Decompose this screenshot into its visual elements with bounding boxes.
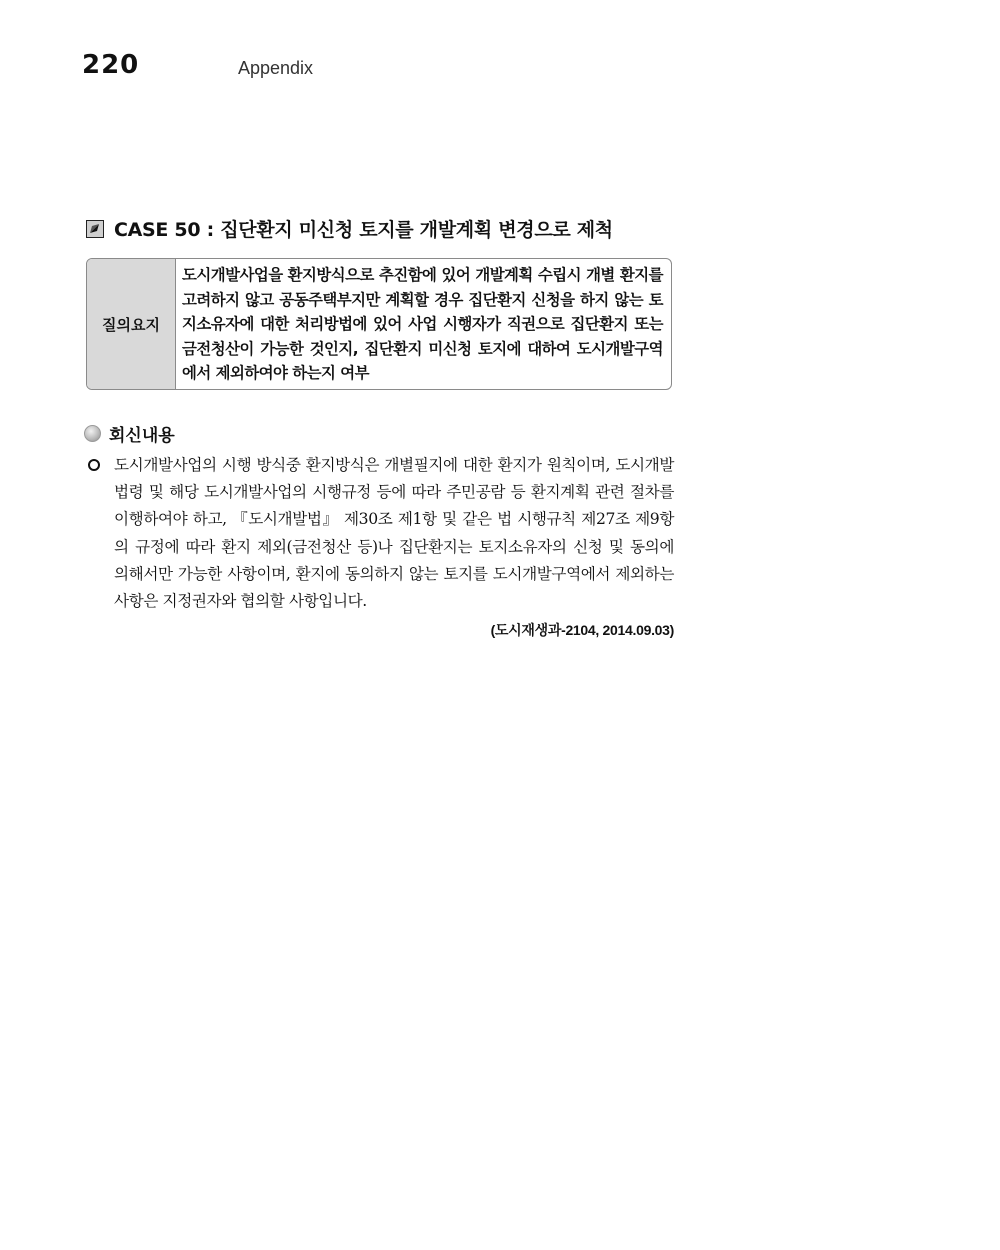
case-title: CASE 50 : 집단환지 미신청 토지를 개발계획 변경으로 제척: [114, 219, 613, 241]
reply-title: 회신내용: [109, 426, 175, 446]
gray-circle-bullet-icon: [84, 425, 101, 442]
reply-heading: [84, 421, 175, 446]
query-text: 도시개발사업을 환지방식으로 추진함에 있어 개발계획 수립시 개별 환지를 고려하지 않고 공동주택부지만 계획할 경우 집단환지 신청을 하지 않는 토지소유자에 대한 처리방법에 있어 사업 시행자가 직권으로 집단환지 또는 금전청산이 가능한 것인지, 집단환지 미신청 토지에 대하여 도시개발구역에서 제외하여야 하는지 여부: [182, 266, 663, 383]
hollow-circle-bullet-icon: [88, 459, 100, 471]
arrow-box-icon: [86, 220, 104, 238]
query-box: [86, 258, 672, 390]
query-label-cell: [87, 259, 176, 389]
answer-text: 도시개발사업의 시행 방식중 환지방식은 개별필지에 대한 환지가 원칙이며, 도시개발법령 및 해당 도시개발사업의 시행규정 등에 따라 주민공람 등 환지계획 관련 절차를 이행하여야 하고, 『도시개발법』 제30조 제1항 및 같은 법 시행규칙 제27조 제9항의 규정에 따라 환지 제외(금전청산 등)나 집단환지는 토지소유자의 신청 및 동의에 의해서만 가능한 사항이며, 환지에 동의하지 않는 토지를 도시개발구역에서 제외하는 사항은 지정권자와 협의할 사항입니다.: [114, 456, 674, 611]
case-heading: [86, 215, 686, 242]
answer-item: [88, 452, 674, 615]
citation: (도시재생과-2104, 2014.09.03): [490, 622, 674, 638]
query-label: 질의요지: [102, 315, 160, 334]
running-header: Appendix: [238, 58, 314, 78]
page-number: 220: [82, 50, 140, 80]
